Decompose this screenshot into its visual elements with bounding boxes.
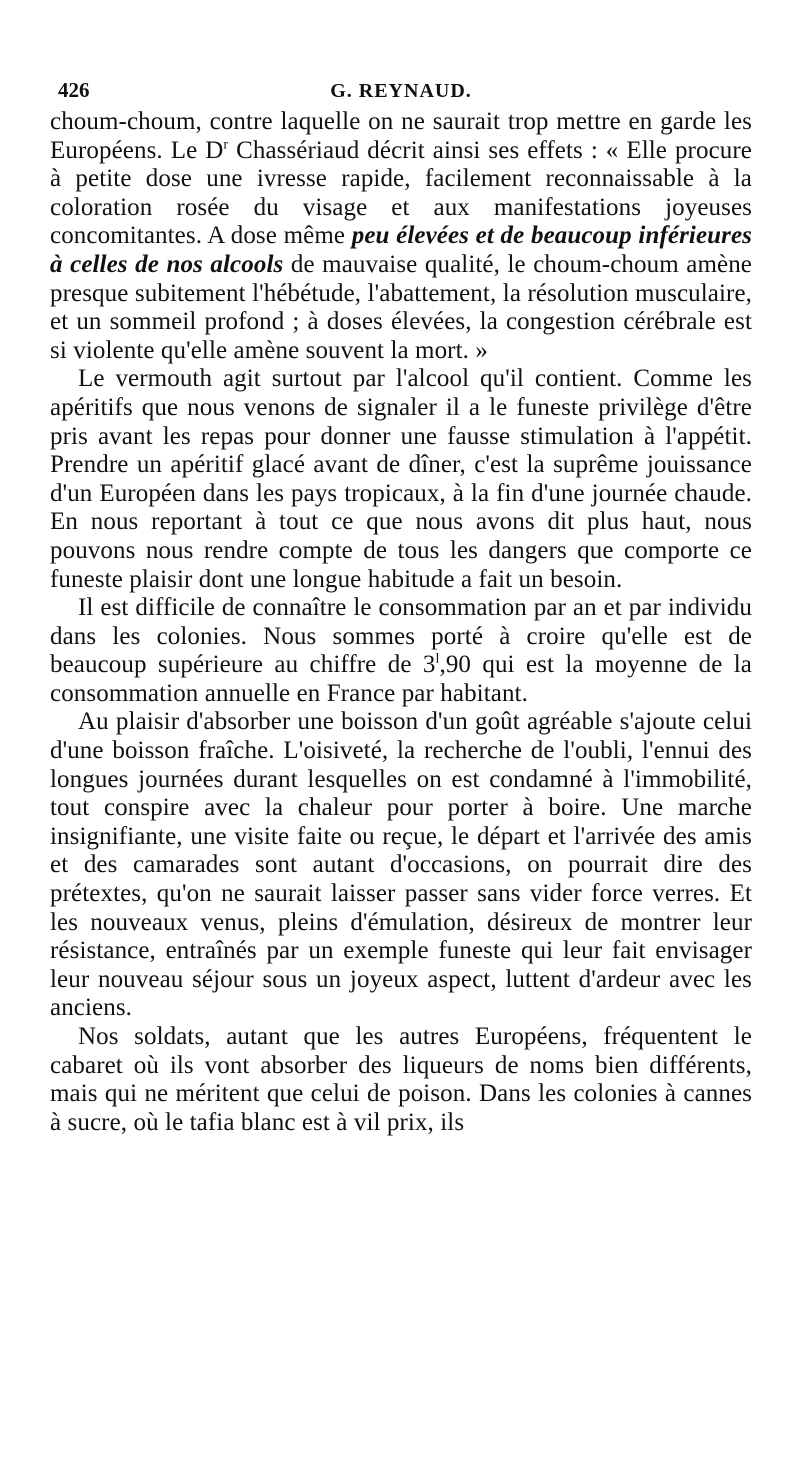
- text-run: Chassériaud décrit ainsi ses effets : « Elle procure à petite dose une ivresse rapide, facilement reconnaissable à la coloration rosée du visage et aux manifestations joyeuses concomitantes. A dose même: [50, 136, 752, 250]
- text-run: choum-choum, contre laquelle on ne saurait trop mettre en garde les Européens. Le D: [50, 108, 752, 164]
- text-run: Il est difficile de connaître le consommation par an et par individu dans les colonies. Nous sommes porté à croire qu'elle est de beaucoup supérieure au chiffre de 3: [50, 594, 752, 679]
- paragraph: [50, 708, 752, 1023]
- text-run: Le vermouth agit surtout par l'alcool qu'il contient. Comme les apéritifs que nous venons de signaler il a le funeste privilège d'être pris avant les repas pour donner une fausse stimulation à l'appétit. Prendre un apéritif glacé avant de dîner, c'est la suprême jouissance d'un Européen dans les pays tropicaux, à la fin d'une journée chaude. En nous reportant à tout ce que nous avons dit plus haut, nous pouvons nous rendre compte de tous les dangers que comporte ce funeste plaisir dont une longue habitude a fait un besoin.: [50, 365, 752, 593]
- body-text: [50, 108, 752, 1137]
- paragraph: [50, 365, 752, 594]
- superscript: l: [435, 651, 440, 667]
- paragraph: [50, 1023, 752, 1137]
- paragraph: [50, 108, 752, 365]
- italic-emphasis: peu élevées et de beaucoup inférieures à celles de nos alcools: [50, 222, 753, 278]
- superscript: r: [223, 137, 229, 153]
- running-head: [50, 60, 752, 102]
- text-run: ,90 qui est la moyenne de la consommation annuelle en France par habitant.: [50, 651, 752, 707]
- paragraph: [50, 594, 752, 708]
- text-run: de mauvaise qualité, le choum-choum amène presque subitement l'hébétude, l'abattement, la résolution musculaire, et un sommeil profond ; à doses élevées, la congestion cérébrale est si violente qu'elle amène souvent la mort. »: [50, 250, 753, 364]
- text-run: Au plaisir d'absorber une boisson d'un goût agréable s'ajoute celui d'une boisson fraîche. L'oisiveté, la recherche de l'oubli, l'ennui des longues journées durant lesquelles on est condamné à l'immobilité, tout conspire avec la chaleur pour porter à boire. Une marche insignifiante, une visite faite ou reçue, le départ et l'arrivée des amis et des camarades sont autant d'occasions, on pourrait dire des prétextes, qu'on ne saurait laisser passer sans vider force verres. Et les nouveaux venus, pleins d'émulation, désireux de montrer leur résistance, entraînés par un exemple funeste qui leur fait envisager leur nouveau séjour sous un joyeux aspect, luttent d'ardeur avec les anciens.: [50, 708, 752, 1022]
- running-title: G. REYNAUD.: [330, 80, 472, 102]
- page-number: 426: [58, 78, 90, 102]
- text-run: Nos soldats, autant que les autres Européens, fréquentent le cabaret où ils vont absorber des liqueurs de noms bien différents, mais qui ne méritent que celui de poison. Dans les colonies à cannes à sucre, où le tafia blanc est à vil prix, ils: [50, 1023, 752, 1136]
